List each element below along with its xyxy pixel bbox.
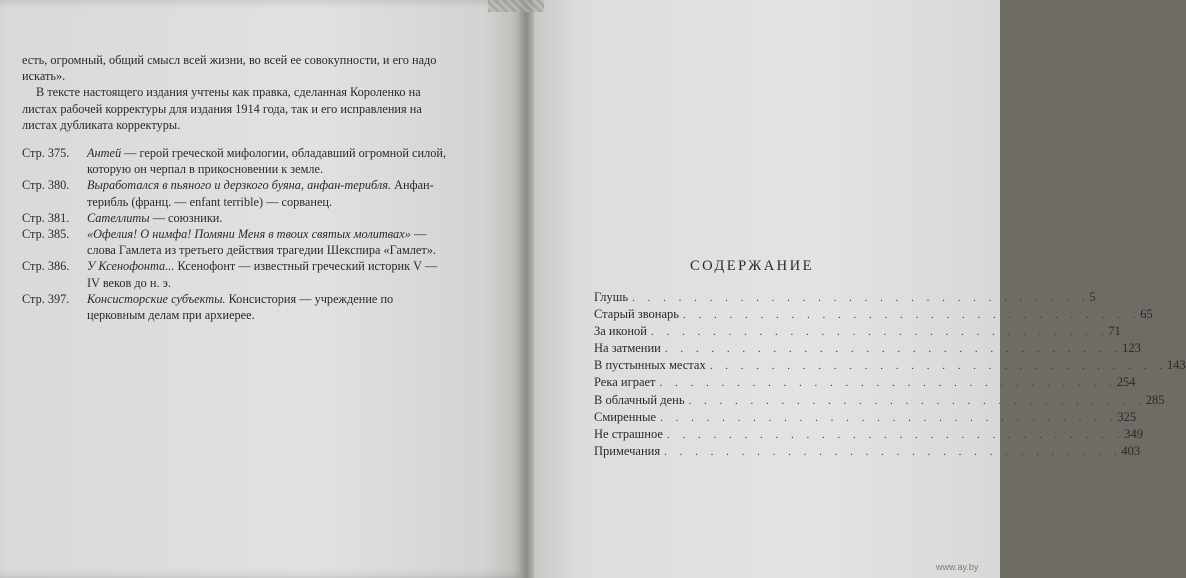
footnote [22,145,452,177]
footnote-term: «Офелия! О нимфа! Помяни Меня в твоих святых молитвах» [87,227,411,242]
leader-dots: . . . . . . . . . . . . . . . . . . . . . . . . . . . . . . [650,326,1109,339]
toc-entry-title: Смиренные [594,409,657,424]
leader-dots: . . . . . . . . . . . . . . . . . . . . . . . . . . . . . . [660,411,1118,424]
footnote-ref: Стр. 381. [22,210,70,225]
toc-entry[interactable] [594,392,1165,409]
toc-entry[interactable] [594,374,1136,391]
footnote [22,291,452,323]
paragraph: В тексте настоящего издания учтены как правка, сделанная Короленко на листах рабочей корректуры для издания 1914 года, так и его исправления на листах дубликата корректуры. [22,85,422,132]
watermark: www.ay.by [936,562,979,572]
footnote-text: — слова Гамлета из третьего действия трагедии Шекспира «Гамлет». [87,227,436,258]
toc-entry-title: Примечания [594,443,661,458]
footnote-term: Антей [87,146,122,161]
footnote-term: Сателлиты [87,210,150,225]
toc-entry-page: 349 [1124,426,1143,441]
footnote-text: — герой греческой мифологии, обладавший огромной силой, которую он черпал в прикосновении к земле. [87,146,447,177]
toc-entry[interactable] [594,409,1137,426]
leader-dots: . . . . . . . . . . . . . . . . . . . . . . . . . . . . . . [709,360,1167,373]
footnote [22,226,452,258]
toc-entry-title: Глушь [594,290,629,304]
toc-entry-title: В облачный день [594,392,685,407]
toc-entry[interactable] [594,443,1141,460]
toc-entry-page: 143 [1166,358,1186,373]
footnote-term: Выработался в пьяного и дерзкого буяна, анфан-терибля. [87,178,392,193]
footnote-ref: Стр. 375. [22,146,70,161]
toc-entry[interactable] [594,289,1096,306]
toc-entry-title: На затмении [594,341,661,356]
footnote-text: Консистория — учреждение по церковным делам при архиерее. [87,291,394,323]
book-gutter [520,0,534,578]
toc-entry-page: 254 [1116,375,1136,390]
leader-dots: . . . . . . . . . . . . . . . . . . . . . . . . . . . . . . [664,445,1122,458]
leader-dots: . . . . . . . . . . . . . . . . . . . . . . . . . . . . . . [664,343,1123,356]
toc-entry-page: 71 [1108,324,1121,339]
leader-dots: . . . . . . . . . . . . . . . . . . . . . . . . . . . . . . [659,377,1117,390]
footnote-ref: Стр. 386. [22,259,70,274]
toc-entry-title: Не страшное [594,426,663,441]
toc-entry-title: Река играет [594,375,656,390]
footnote-term: У Ксенофонта... [87,259,175,274]
footnote-ref: Стр. 380. [22,178,70,193]
toc-entry-page: 403 [1121,443,1141,458]
toc-entry[interactable] [594,340,1141,357]
toc-entry[interactable] [594,426,1143,443]
leader-dots: . . . . . . . . . . . . . . . . . . . . . . . . . . . . . . [688,394,1146,407]
toc-entry[interactable] [594,306,1153,323]
table-of-contents [594,289,1186,460]
footnote [22,177,452,209]
contents-heading: СОДЕРЖАНИЕ [690,258,814,274]
footnote-term: Консисторские субъекты. [87,291,226,306]
toc-entry-page: 285 [1145,392,1165,407]
toc-entry-title: Старый звонарь [594,307,679,322]
toc-entry[interactable] [594,323,1121,340]
toc-entry-page: 5 [1089,290,1096,304]
toc-entry[interactable] [594,357,1186,374]
footnote-text: — союзники. [149,210,223,225]
leader-dots: . . . . . . . . . . . . . . . . . . . . . . . . . . . . . . [666,428,1125,441]
footnote-ref: Стр. 385. [22,227,70,242]
footnote-text: Ксенофонт — известный греческий историк V — IV веков до н. э. [87,259,438,290]
footnote [22,258,452,290]
footnote-ref: Стр. 397. [22,291,70,306]
toc-entry-page: 65 [1140,307,1153,322]
toc-entry-page: 325 [1117,409,1137,424]
background-fabric [488,0,544,12]
toc-entry-page: 123 [1122,341,1141,356]
paragraph: есть, огромный, общий смысл всей жизни, во всей ее совокупности, и его надо искать». [22,53,437,84]
footnote-text: Анфан-терибль (франц. — enfant terrible) — сорванец. [87,178,434,209]
footnote [22,210,452,226]
toc-entry-title: В пустынных местах [594,358,706,373]
left-page-text [22,52,452,323]
toc-entry-title: За иконой [594,324,647,339]
leader-dots: . . . . . . . . . . . . . . . . . . . . . . . . . . . . . . [632,292,1090,304]
leader-dots: . . . . . . . . . . . . . . . . . . . . . . . . . . . . . . [683,309,1141,322]
